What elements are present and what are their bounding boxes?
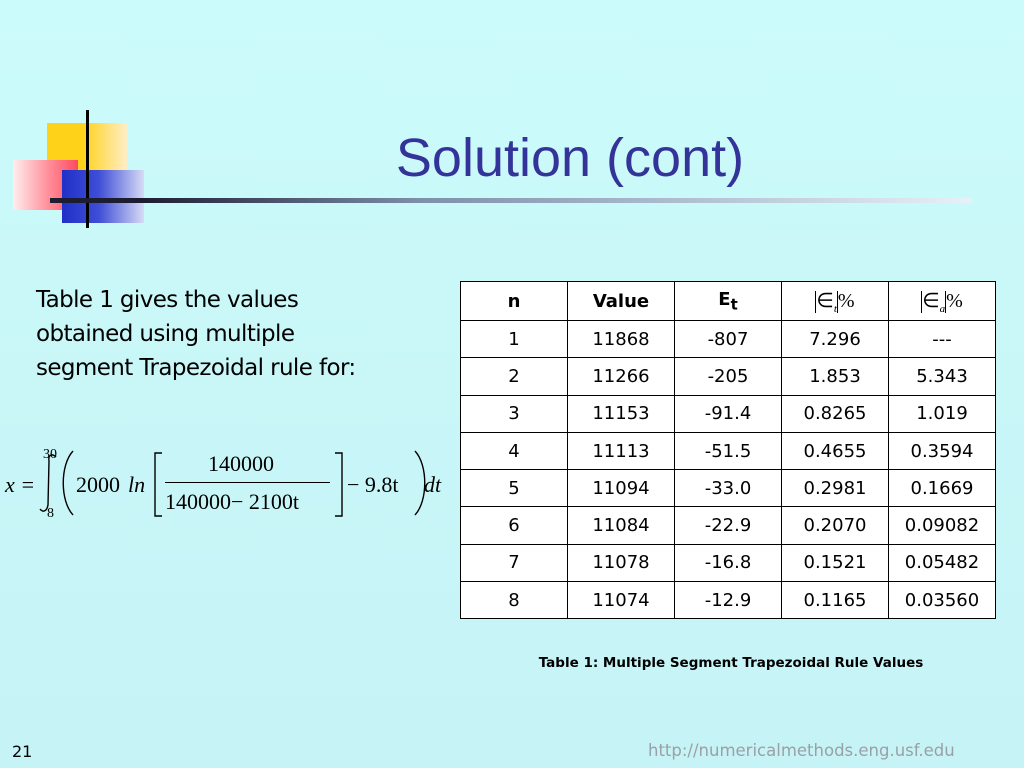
footer-url[interactable]: http://numericalmethods.eng.usf.edu bbox=[648, 741, 955, 760]
eq-upper-limit: 30 bbox=[43, 447, 57, 462]
table-row bbox=[461, 321, 996, 358]
cell-n: 1 bbox=[461, 321, 568, 358]
cell-n: 8 bbox=[461, 582, 568, 619]
cell-et: -807 bbox=[675, 321, 782, 358]
cell-et: -22.9 bbox=[675, 507, 782, 544]
table-row bbox=[461, 358, 996, 395]
cell-eps-a: 0.05482 bbox=[889, 544, 996, 581]
cell-value: 11153 bbox=[568, 395, 675, 432]
eps-t-char: ∈ bbox=[816, 289, 834, 312]
eps-a-char: ∈ bbox=[922, 289, 940, 312]
cell-n: 5 bbox=[461, 470, 568, 507]
cell-n: 2 bbox=[461, 358, 568, 395]
header-n: n bbox=[461, 282, 568, 321]
cell-eps-t: 7.296 bbox=[782, 321, 889, 358]
eq-fraction-line bbox=[165, 482, 330, 483]
table-body bbox=[461, 321, 996, 619]
cell-value: 11113 bbox=[568, 432, 675, 469]
eps-a-sub: a bbox=[939, 302, 946, 315]
cell-eps-t: 0.8265 bbox=[782, 395, 889, 432]
eps-t-percent: % bbox=[837, 289, 855, 312]
table-header-row bbox=[461, 282, 996, 321]
cell-eps-a: 1.019 bbox=[889, 395, 996, 432]
cell-et: -16.8 bbox=[675, 544, 782, 581]
header-et-sub: t bbox=[730, 295, 738, 314]
cell-value: 11074 bbox=[568, 582, 675, 619]
cell-eps-a: 0.09082 bbox=[889, 507, 996, 544]
eq-lhs: x = bbox=[5, 472, 36, 497]
eq-minus-term: − 9.8t bbox=[347, 472, 399, 497]
cell-n: 4 bbox=[461, 432, 568, 469]
cell-et: -205 bbox=[675, 358, 782, 395]
cell-n: 6 bbox=[461, 507, 568, 544]
cell-eps-t: 0.4655 bbox=[782, 432, 889, 469]
integral-equation bbox=[0, 443, 450, 523]
results-table bbox=[460, 281, 996, 619]
cell-eps-t: 0.2981 bbox=[782, 470, 889, 507]
cell-value: 11266 bbox=[568, 358, 675, 395]
cell-eps-a: 0.03560 bbox=[889, 582, 996, 619]
cell-et: -91.4 bbox=[675, 395, 782, 432]
slide-number: 21 bbox=[12, 742, 33, 761]
header-et-main: E bbox=[718, 288, 731, 310]
header-eps-a bbox=[889, 282, 996, 321]
cell-eps-a: 0.3594 bbox=[889, 432, 996, 469]
eq-ln: ln bbox=[128, 472, 146, 497]
cell-eps-t: 0.1521 bbox=[782, 544, 889, 581]
slide-title: Solution (cont) bbox=[395, 128, 745, 188]
cell-eps-t: 0.1165 bbox=[782, 582, 889, 619]
title-underline bbox=[50, 198, 972, 203]
cell-eps-a: 5.343 bbox=[889, 358, 996, 395]
decor-vertical-line bbox=[86, 110, 89, 228]
eps-a-symbol bbox=[921, 289, 963, 315]
cell-n: 7 bbox=[461, 544, 568, 581]
eq-coefficient: 2000 bbox=[76, 472, 120, 497]
cell-eps-t: 0.2070 bbox=[782, 507, 889, 544]
header-et bbox=[675, 282, 782, 321]
cell-et: -51.5 bbox=[675, 432, 782, 469]
eps-t-symbol bbox=[815, 289, 855, 315]
cell-value: 11078 bbox=[568, 544, 675, 581]
table-row bbox=[461, 544, 996, 581]
table-caption: Table 1: Multiple Segment Trapezoidal Rule Values bbox=[538, 655, 924, 671]
eq-denominator: 140000− 2100t bbox=[165, 489, 300, 514]
table-row bbox=[461, 470, 996, 507]
cell-value: 11868 bbox=[568, 321, 675, 358]
eps-a-percent: % bbox=[946, 289, 963, 312]
header-eps-t bbox=[782, 282, 889, 321]
eq-lower-limit: 8 bbox=[47, 506, 54, 521]
cell-eps-a: 0.1669 bbox=[889, 470, 996, 507]
table-row bbox=[461, 432, 996, 469]
cell-value: 11084 bbox=[568, 507, 675, 544]
decor-blue-square bbox=[62, 170, 144, 223]
cell-eps-t: 1.853 bbox=[782, 358, 889, 395]
cell-n: 3 bbox=[461, 395, 568, 432]
eq-numerator: 140000 bbox=[208, 451, 274, 476]
table-row bbox=[461, 507, 996, 544]
cell-et: -33.0 bbox=[675, 470, 782, 507]
intro-text: Table 1 gives the values obtained using multiple segment Trapezoidal rule for: bbox=[36, 287, 356, 381]
eq-dt: dt bbox=[424, 472, 442, 497]
header-value: Value bbox=[568, 282, 675, 321]
cell-eps-a: --- bbox=[889, 321, 996, 358]
eps-t-sub: t bbox=[833, 302, 837, 315]
table-row bbox=[461, 582, 996, 619]
cell-value: 11094 bbox=[568, 470, 675, 507]
cell-et: -12.9 bbox=[675, 582, 782, 619]
table-row bbox=[461, 395, 996, 432]
